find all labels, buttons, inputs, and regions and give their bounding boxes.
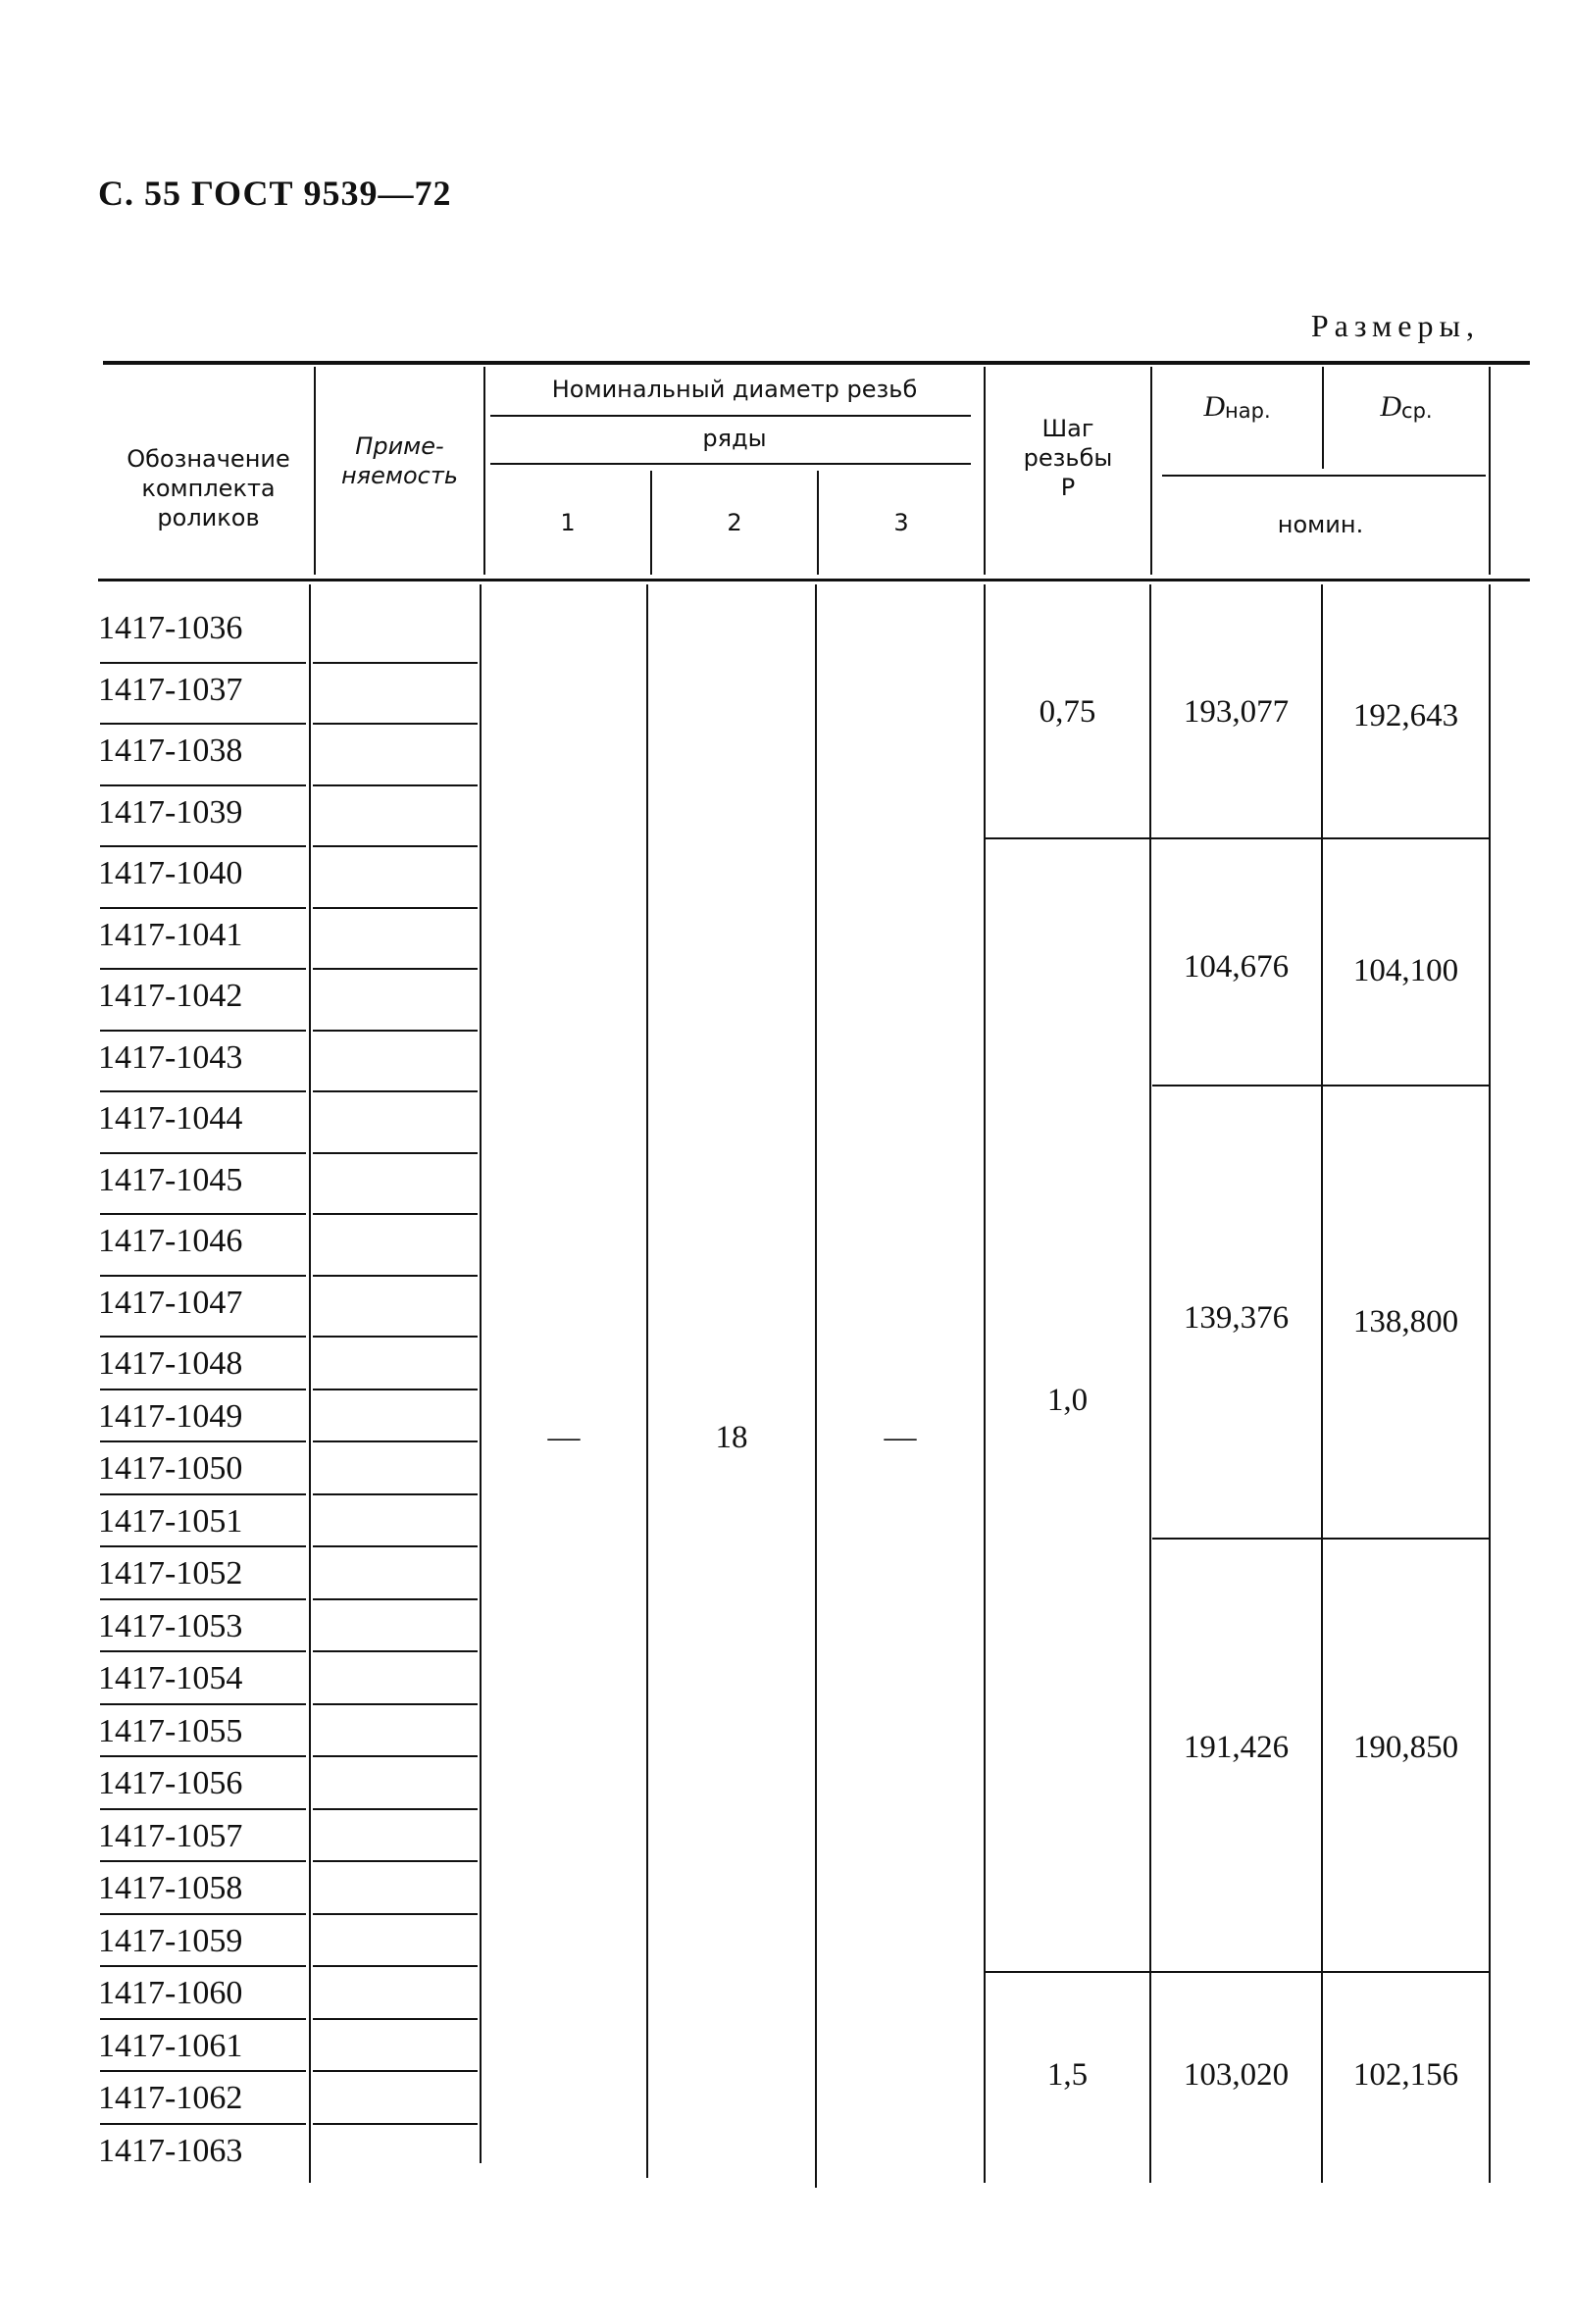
- list-item-code: 1417-1061: [98, 2027, 243, 2064]
- col-designation-header: [103, 415, 314, 532]
- list-item-code: 1417-1043: [98, 1038, 243, 1076]
- applicability-underline: [313, 1808, 478, 1810]
- code-underline: [100, 662, 306, 664]
- applicability-underline: [313, 1598, 478, 1600]
- col-d-outer-header: [1152, 390, 1322, 424]
- applicability-underline: [313, 1090, 478, 1092]
- body-vline-2: [480, 584, 482, 2163]
- code-underline: [100, 1440, 306, 1442]
- list-item-code: 1417-1048: [98, 1345, 243, 1382]
- applicability-underline: [313, 1913, 478, 1915]
- code-underline: [100, 1493, 306, 1495]
- applicability-underline: [313, 1336, 478, 1338]
- body-vline-8: [1489, 584, 1491, 2183]
- list-item-code: 1417-1042: [98, 978, 243, 1014]
- code-underline: [100, 1275, 306, 1277]
- applicability-underline: [313, 1545, 478, 1547]
- d-outer-value-1: 193,077: [1183, 694, 1290, 730]
- list-item-code: 1417-1050: [98, 1450, 243, 1487]
- sizes-label: Размеры,: [1310, 308, 1480, 343]
- hdr-vline-8: [1489, 367, 1491, 575]
- code-underline: [100, 1336, 306, 1338]
- list-item-code: 1417-1052: [98, 1555, 243, 1591]
- body-vline-6: [1149, 584, 1151, 2183]
- applicability-underline: [313, 1030, 478, 1032]
- applicability-underline: [313, 2070, 478, 2072]
- code-underline: [100, 907, 306, 909]
- applicability-underline: [313, 2018, 478, 2020]
- code-underline: [100, 2070, 306, 2072]
- d-outer-value-2: 104,676: [1183, 949, 1290, 985]
- d-outer-symbol: D: [1203, 390, 1226, 423]
- group-sep-dims-2: [1152, 1085, 1489, 1086]
- code-underline: [100, 1650, 306, 1652]
- list-item-code: 1417-1047: [98, 1284, 243, 1321]
- list-item-code: 1417-1038: [98, 733, 243, 769]
- list-item-code: 1417-1046: [98, 1223, 243, 1259]
- header-bottom-rule: [98, 579, 1530, 581]
- pitch-value-1: 0,75: [1039, 694, 1096, 730]
- list-item-code: 1417-1062: [98, 2080, 243, 2116]
- applicability-underline: [313, 1213, 478, 1215]
- applicability-underline: [313, 1703, 478, 1705]
- applicability-underline: [313, 1493, 478, 1495]
- d-mid-value-4: 190,850: [1352, 1730, 1459, 1765]
- list-item-code: 1417-1049: [98, 1397, 243, 1435]
- body-vline-4: [815, 584, 817, 2188]
- code-underline: [100, 723, 306, 725]
- d-mid-value-3: 138,800: [1352, 1304, 1459, 1339]
- code-underline: [100, 1755, 306, 1757]
- list-item-code: 1417-1063: [98, 2132, 243, 2169]
- applicability-underline: [313, 662, 478, 664]
- code-underline: [100, 2123, 306, 2125]
- designation-label: Обозначение комплекта роликов: [127, 445, 290, 531]
- col-applicability-header: Приме- няемость: [340, 432, 458, 489]
- list-item-code: 1417-1054: [98, 1660, 243, 1696]
- col-nominal-diameter-header: Номинальный диаметр резьб: [551, 376, 918, 403]
- applicability-underline: [313, 2123, 478, 2125]
- group-sep-dims-3: [1152, 1538, 1489, 1540]
- d-outer-value-5: 103,020: [1183, 2057, 1290, 2093]
- code-underline: [100, 1598, 306, 1600]
- applicability-underline: [313, 1965, 478, 1967]
- list-item-code: 1417-1055: [98, 1712, 243, 1749]
- list-item-code: 1417-1039: [98, 793, 243, 831]
- pitch-value-2: 1,0: [1046, 1383, 1089, 1418]
- list-item-code: 1417-1040: [98, 855, 243, 891]
- col-row1-header: 1: [560, 509, 576, 536]
- list-item-code: 1417-1059: [98, 1922, 243, 1959]
- row2-value: 18: [715, 1420, 748, 1455]
- col-rows-header: ряды: [702, 425, 767, 452]
- applicability-underline: [313, 1152, 478, 1154]
- list-item-code: 1417-1051: [98, 1502, 243, 1540]
- list-item-code: 1417-1037: [98, 671, 243, 708]
- applicability-underline: [313, 1860, 478, 1862]
- code-underline: [100, 1703, 306, 1705]
- list-item-code: 1417-1056: [98, 1765, 243, 1801]
- code-underline: [100, 1090, 306, 1092]
- applicability-underline: [313, 1755, 478, 1757]
- code-underline: [100, 1860, 306, 1862]
- code-underline: [100, 845, 306, 847]
- pitch-value-3: 1,5: [1046, 2057, 1089, 2093]
- applicability-underline: [313, 1440, 478, 1442]
- list-item-code: 1417-1036: [98, 610, 243, 646]
- list-item-code: 1417-1053: [98, 1607, 243, 1644]
- applicability-underline: [313, 845, 478, 847]
- code-underline: [100, 1213, 306, 1215]
- group-sep-pitch-1: [986, 837, 1489, 839]
- d-outer-subscript: нар.: [1225, 399, 1271, 424]
- rule-nominal: [1162, 475, 1486, 477]
- applicability-underline: [313, 1650, 478, 1652]
- code-underline: [100, 968, 306, 970]
- body-vline-7: [1321, 584, 1323, 2183]
- list-item-code: 1417-1045: [98, 1161, 243, 1198]
- table-top-rule: [103, 361, 1530, 365]
- code-underline: [100, 1913, 306, 1915]
- code-underline: [100, 1152, 306, 1154]
- list-item-code: 1417-1044: [98, 1100, 243, 1137]
- page-header: С. 55 ГОСТ 9539—72: [98, 174, 452, 213]
- applicability-underline: [313, 907, 478, 909]
- d-outer-value-4: 191,426: [1183, 1730, 1290, 1765]
- col-d-mid-header: [1324, 390, 1489, 424]
- code-underline: [100, 1030, 306, 1032]
- col-nominal-header: номин.: [1277, 511, 1364, 538]
- d-outer-value-3: 139,376: [1183, 1300, 1290, 1336]
- applicability-underline: [313, 1275, 478, 1277]
- group-sep-pitch-2: [986, 1971, 1489, 1973]
- list-item-code: 1417-1057: [98, 1817, 243, 1854]
- list-item-code: 1417-1058: [98, 1870, 243, 1906]
- code-underline: [100, 1965, 306, 1967]
- d-mid-symbol: D: [1380, 390, 1402, 423]
- code-underline: [100, 1808, 306, 1810]
- applicability-underline: [313, 723, 478, 725]
- list-item-code: 1417-1060: [98, 1975, 243, 2011]
- dimensions-table: [98, 361, 1530, 2185]
- col-pitch-header: Шаг резьбы P: [1023, 415, 1113, 501]
- code-underline: [100, 2018, 306, 2020]
- applicability-underline: [313, 784, 478, 786]
- applicability-underline: [313, 968, 478, 970]
- row3-value: —: [884, 1420, 917, 1455]
- row1-value: —: [547, 1420, 581, 1455]
- body-vline-3: [646, 584, 648, 2178]
- code-underline: [100, 1545, 306, 1547]
- rule-nominal-diameter: [490, 415, 971, 417]
- d-mid-value-5: 102,156: [1352, 2057, 1459, 2093]
- d-mid-value-2: 104,100: [1352, 953, 1459, 988]
- col-row3-header: 3: [893, 509, 909, 536]
- d-mid-subscript: ср.: [1401, 399, 1433, 424]
- applicability-underline: [313, 1389, 478, 1390]
- rule-rows: [490, 463, 971, 465]
- d-mid-value-1: 192,643: [1352, 698, 1459, 733]
- code-underline: [100, 784, 306, 786]
- code-underline: [100, 1389, 306, 1390]
- col-row2-header: 2: [727, 509, 742, 536]
- list-item-code: 1417-1041: [98, 916, 243, 953]
